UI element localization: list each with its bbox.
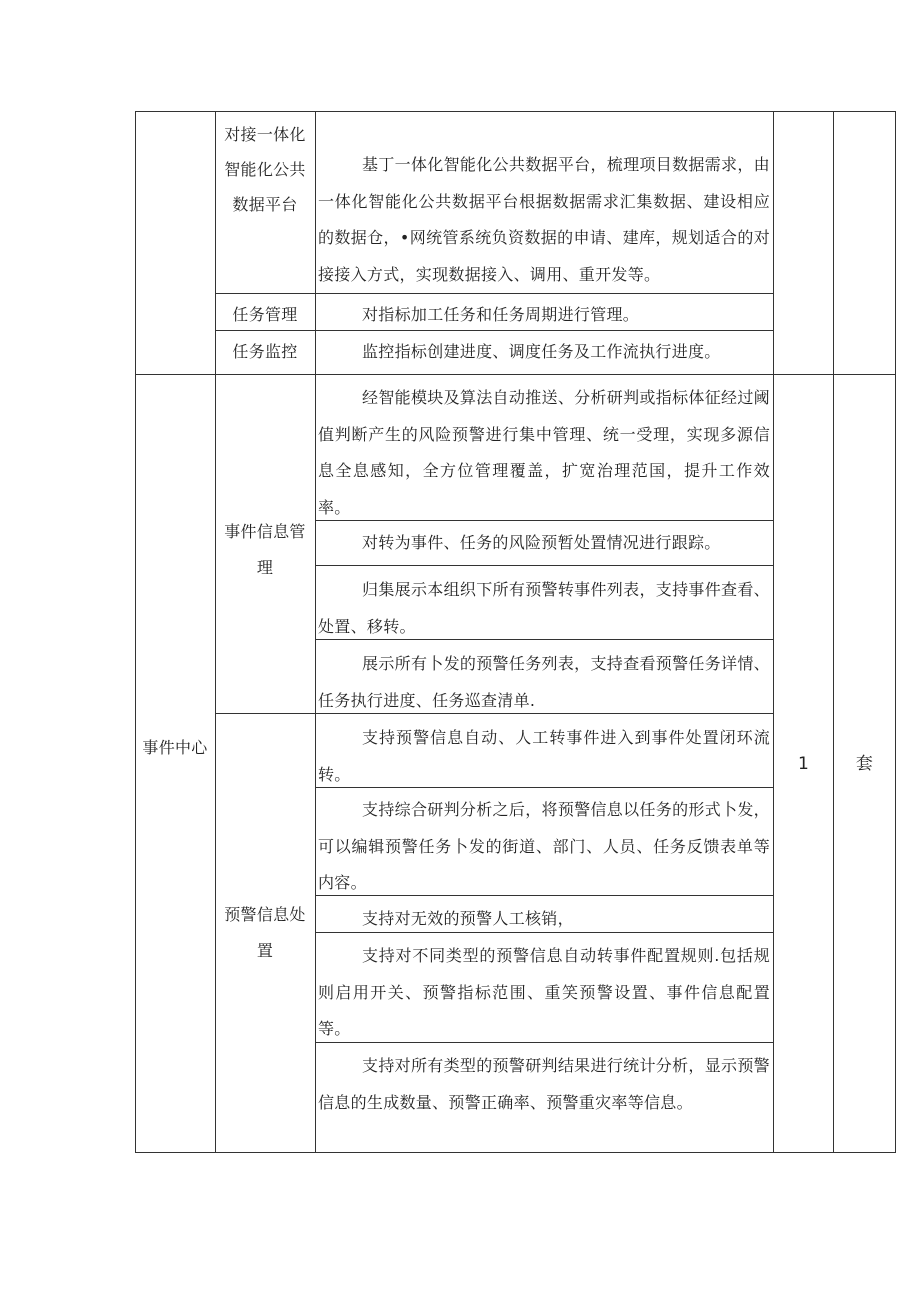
module-cell: 事件中心 [142, 738, 208, 757]
column-divider [215, 111, 216, 1153]
unit-cell: 套 [855, 754, 874, 774]
function-cell: 任务管理 [232, 305, 298, 324]
description-cell: 支持对所有类型的预警研判结果进行统计分析，显示预警信息的生成数量、预警正确率、预警重灾率等信息。 [318, 1056, 770, 1112]
description-cell: 经智能模块及算法自动推送、分析研判或指标体征经过阈值判断产生的风险预警进行集中管理、统一受理，实现多源信息全息感知，全方位管理覆盖，扩宽治理范国，提升工作效率。 [318, 388, 770, 517]
table-border-right [895, 111, 896, 1153]
function-cell: 预警信息处置 [224, 905, 306, 960]
column-divider [315, 111, 316, 1153]
quantity-cell: 1 [797, 754, 810, 774]
section-divider [135, 374, 896, 375]
table-border-bottom [135, 1152, 896, 1153]
description-cell: 归集展示本组织下所有预警转事件列表，支持事件查看、处置、移转。 [318, 580, 770, 636]
table-border-left [135, 111, 136, 1153]
description-cell: 对转为事件、任务的风险预暂处置情况进行跟踪。 [362, 533, 721, 552]
row-divider [315, 565, 774, 566]
function-cell: 对接一体化智能化公共数据平台 [224, 125, 306, 214]
description-cell: 监控指标创建进度、调度任务及工作流执行进度。 [362, 342, 721, 361]
description-cell: 支持预警信息自动、人工转事件进入到事件处置闭环流转。 [318, 728, 770, 784]
function-cell: 事件信息管理 [224, 522, 306, 577]
column-divider [833, 111, 834, 1153]
description-cell: 支持对无效的预警人工核销， [362, 909, 574, 928]
description-cell: 基丁一体化智能化公共数据平台，梳理项目数据需求，由一体化智能化公共数据平台根据数据需求汇集数据、建设相应的数据仓，•网统管系统负资数据的申请、建库，规划适合的对接接入方式，实现数据接入、调用、重开发等。 [318, 155, 770, 284]
description-cell: 展示所有卜发的预警任务列表，支持查看预警任务详情、任务执行进度、任务巡查清单. [318, 654, 770, 710]
description-cell: 对指标加工任务和任务周期进行管理。 [362, 305, 640, 324]
description-cell: 支持综合研判分析之后，将预警信息以任务的形式卜发，可以编辑预警任务卜发的街道、部门、人员、任务反馈表单等内容。 [318, 800, 770, 892]
row-divider [215, 293, 774, 294]
table-border-top [135, 111, 896, 112]
function-cell: 任务监控 [232, 342, 298, 361]
row-divider [215, 330, 774, 331]
description-cell: 支持对不同类型的预警信息自动转事件配置规则.包括规则启用开关、预警指标范围、重笑预警设置、事件信息配置等。 [318, 946, 770, 1038]
column-divider [773, 111, 774, 1153]
